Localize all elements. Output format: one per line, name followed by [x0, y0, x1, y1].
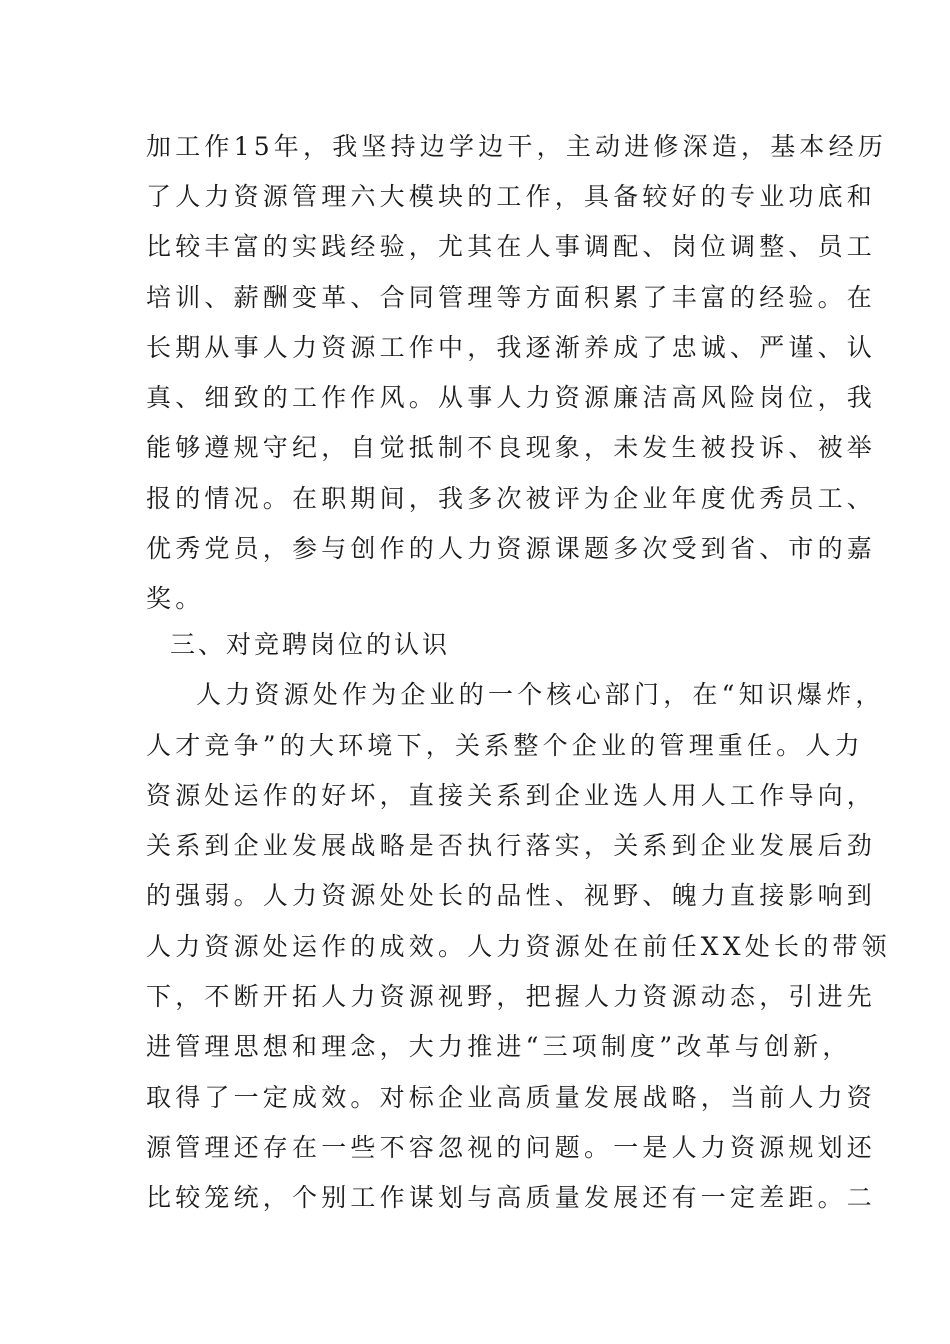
paragraph-line: 优秀党员，参与创作的人力资源课题多次受到省、市的嘉 [146, 534, 877, 563]
paragraph-line: 人力资源处运作的成效。人力资源处在前任XX处长的带领 [146, 932, 891, 961]
paragraph-line: 真、细致的工作作风。从事人力资源廉洁高风险岗位，我 [146, 383, 877, 412]
paragraph-line: 了人力资源管理六大模块的工作，具备较好的专业功底和 [146, 182, 877, 211]
paragraph-line: 加工作15年，我坚持边学边干，主动进修深造，基本经历 [146, 132, 888, 161]
paragraph-line: 长期从事人力资源工作中，我逐渐养成了忠诚、严谨、认 [146, 333, 877, 362]
paragraph-line: 取得了一定成效。对标企业高质量发展战略，当前人力资 [146, 1083, 877, 1112]
paragraph-line: 比较丰富的实践经验，尤其在人事调配、岗位调整、员工 [146, 232, 877, 261]
paragraph-line: 能够遵规守纪，自觉抵制不良现象，未发生被投诉、被举 [146, 433, 877, 462]
paragraph-line: 下，不断开拓人力资源视野，把握人力资源动态，引进先 [146, 982, 877, 1011]
paragraph-line: 进管理思想和理念，大力推进“三项制度”改革与创新， [146, 1032, 852, 1061]
paragraph-line: 人力资源处作为企业的一个核心部门，在“知识爆炸， [196, 680, 885, 709]
paragraph-line: 比较笼统，个别工作谋划与高质量发展还有一定差距。二 [146, 1183, 877, 1212]
paragraph-line: 奖。 [146, 584, 205, 613]
paragraph-line: 源管理还存在一些不容忽视的问题。一是人力资源规划还 [146, 1133, 877, 1162]
paragraph-line: 培训、薪酬变革、合同管理等方面积累了丰富的经验。在 [146, 283, 877, 312]
paragraph-line: 人才竞争”的大环境下，关系整个企业的管理重任。人力 [146, 731, 864, 760]
paragraph-line: 资源处运作的好坏，直接关系到企业选人用人工作导向， [146, 781, 877, 810]
paragraph-line: 报的情况。在职期间，我多次被评为企业年度优秀员工、 [146, 484, 877, 513]
section-heading: 三、对竞聘岗位的认识 [170, 630, 451, 659]
paragraph-line: 关系到企业发展战略是否执行落实，关系到企业发展后劲 [146, 831, 877, 860]
paragraph-line: 的强弱。人力资源处处长的品性、视野、魄力直接影响到 [146, 881, 877, 910]
